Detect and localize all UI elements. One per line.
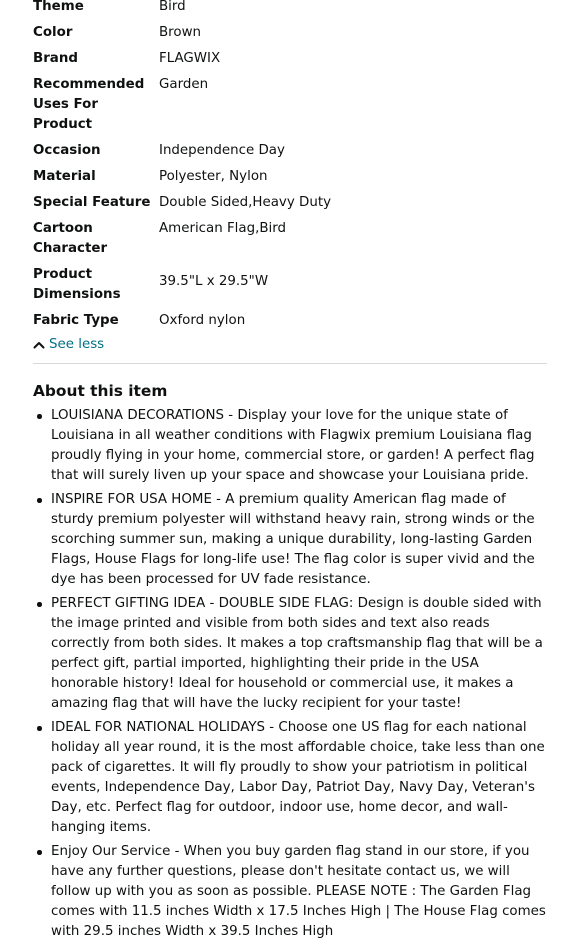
- spec-value: Double Sided,Heavy Duty: [159, 195, 332, 210]
- about-bullet: PERFECT GIFTING IDEA - DOUBLE SIDE FLAG: Design is double sided with the image printed and visible from both sides and text also reads correctly from both sides. It makes a top craftsmanship flag that will be a perfect gift, partial imported, highlighting their pride in the USA honorable history! Ideal for household or commercial use, it makes a amazing flag that will have the lucky recipient for your taste!: [51, 594, 547, 714]
- spec-row-color: [33, 23, 547, 49]
- spec-row-cartoon-character: [33, 219, 547, 265]
- spec-key: Brand: [33, 51, 78, 66]
- spec-key: Recommended Uses For Product: [33, 77, 145, 132]
- spec-value: Bird: [159, 0, 186, 14]
- product-specs-table: [33, 0, 547, 337]
- about-bullet: IDEAL FOR NATIONAL HOLIDAYS - Choose one US flag for each national holiday all year round, it is the most affordable choice, take less than one pack of cigarettes. It will fly proudly to show your patriotism in political events, Independence Day, Labor Day, Patriot Day, Navy Day, Veteran's Day, etc. Perfect flag for outdoor, indoor use, home decor, and wall-hanging items.: [51, 718, 547, 838]
- spec-value: American Flag,Bird: [159, 221, 287, 236]
- spec-value: Brown: [159, 25, 202, 40]
- spec-value: Oxford nylon: [159, 313, 246, 328]
- about-title: About this item: [33, 382, 168, 400]
- see-less-label: See less: [49, 337, 105, 352]
- spec-value: Independence Day: [159, 143, 285, 158]
- spec-value: 39.5"L x 29.5"W: [159, 274, 269, 289]
- spec-row-product-dimensions: [33, 265, 547, 311]
- about-bullet: LOUISIANA DECORATIONS - Display your love for the unique state of Louisiana in all weather conditions with Flagwix premium Louisiana flag proudly flying in your home, commercial store, or garden! A perfect flag that will surely liven up your space and showcase your Louisiana pride.: [51, 406, 547, 486]
- spec-key: Color: [33, 25, 73, 40]
- spec-key: Material: [33, 169, 96, 184]
- product-details-section: [33, 0, 547, 946]
- spec-row-brand: [33, 49, 547, 75]
- chevron-up-icon: [33, 335, 46, 355]
- spec-key: Theme: [33, 0, 84, 14]
- spec-row-recommended-uses: [33, 75, 547, 141]
- spec-value: FLAGWIX: [159, 51, 221, 66]
- spec-key: Occasion: [33, 143, 101, 158]
- spec-row-material: [33, 167, 547, 193]
- about-bullet: Enjoy Our Service - When you buy garden flag stand in our store, if you have any further questions, please don't hesitate contact us, we will follow up with you as soon as possible. PLEASE NOTE : The Garden Flag comes with 11.5 inches Width x 17.5 Inches High | The House Flag comes with 29.5 inches Width x 39.5 Inches High: [51, 842, 547, 942]
- spec-value: Garden: [159, 77, 209, 92]
- about-bullet: INSPIRE FOR USA HOME - A premium quality American flag made of sturdy premium polyester will withstand heavy rain, strong winds or the scorching summer sun, making a unique durability, long-lasting Garden Flags, House Flags for long-life use! The flag color is super vivid and the dye has been processed for UV fade resistance.: [51, 490, 547, 590]
- spec-key: Fabric Type: [33, 313, 119, 328]
- spec-value: Polyester, Nylon: [159, 169, 268, 184]
- spec-row-theme: [33, 0, 547, 23]
- spec-row-special-feature: [33, 193, 547, 219]
- about-bullets-list: [33, 406, 547, 942]
- section-divider: [33, 363, 547, 364]
- spec-key: Cartoon Character: [33, 221, 108, 256]
- spec-row-occasion: [33, 141, 547, 167]
- spec-row-fabric-type: [33, 311, 547, 337]
- spec-key: Product Dimensions: [33, 267, 121, 302]
- see-less-link[interactable]: [33, 335, 104, 355]
- spec-key: Special Feature: [33, 195, 151, 210]
